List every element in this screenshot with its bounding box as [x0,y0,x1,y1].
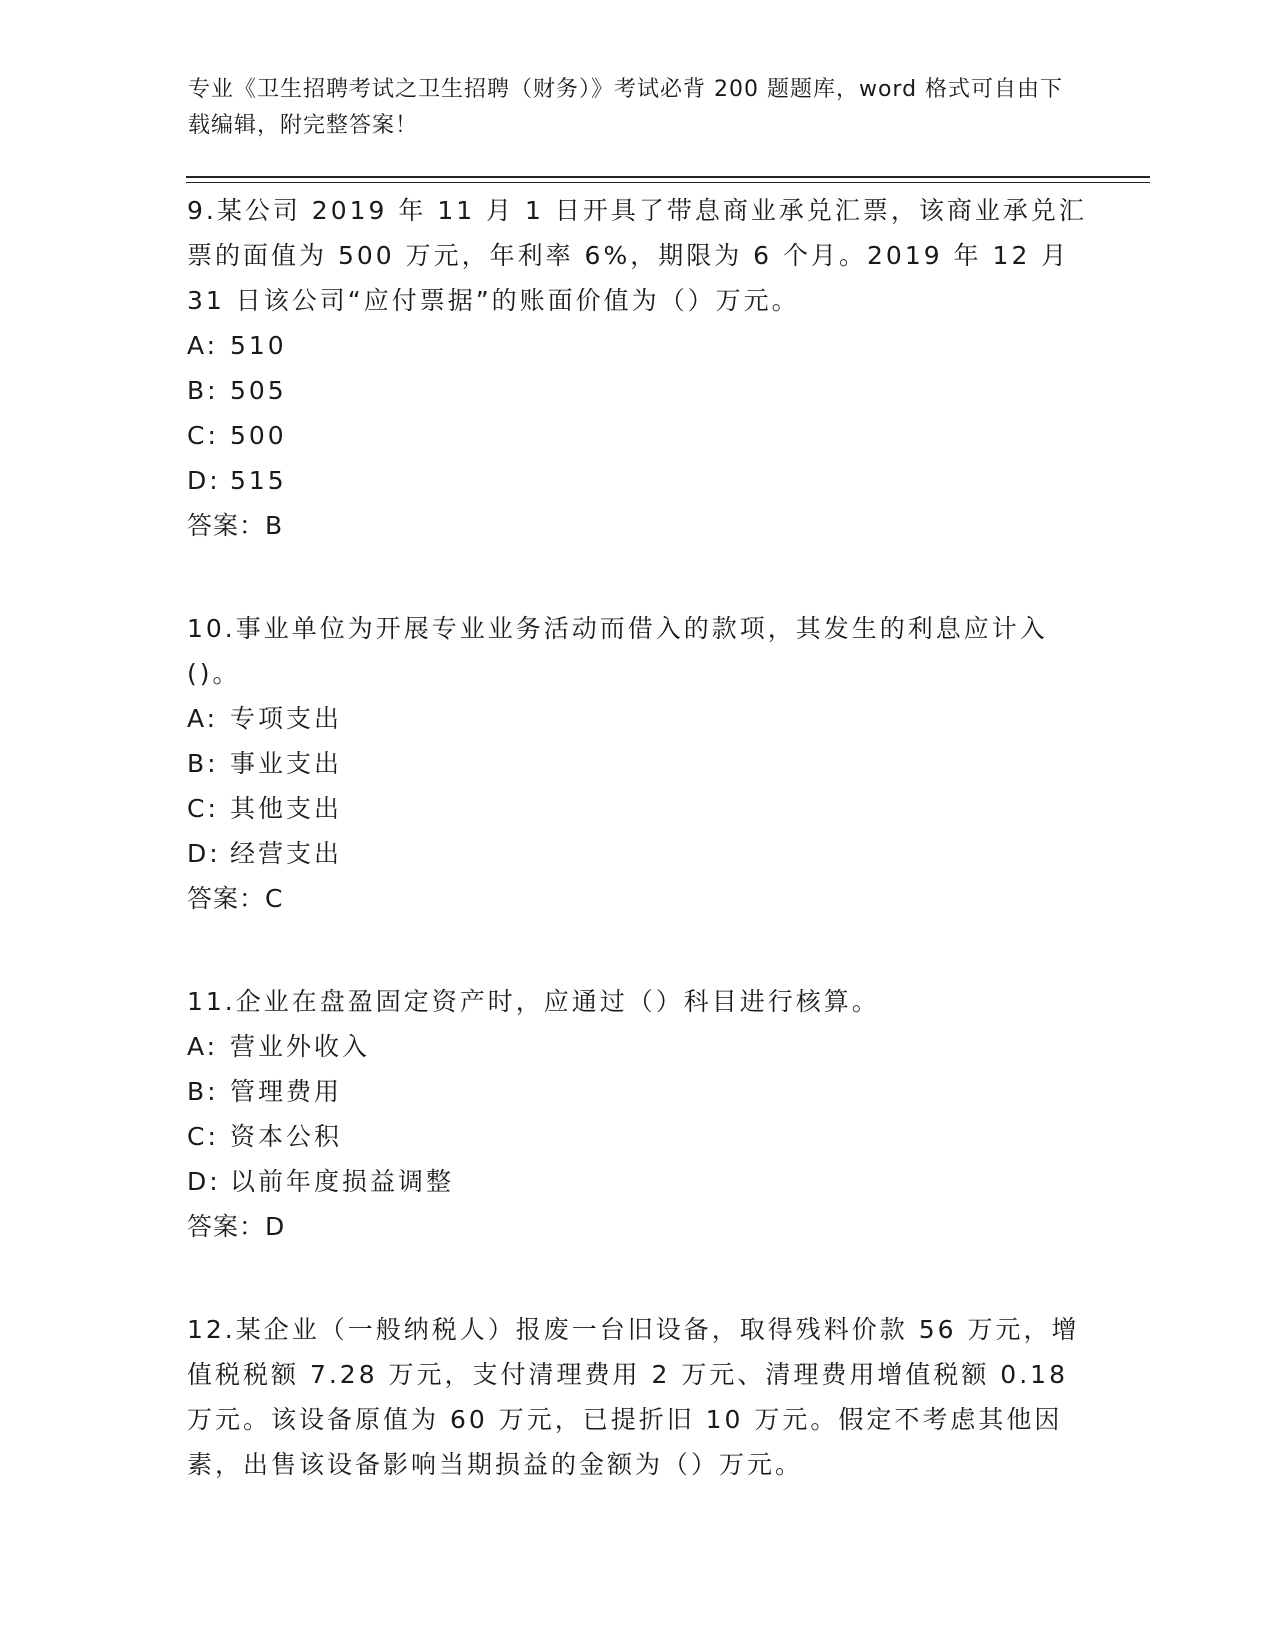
question-spacer [187,562,1087,606]
question-item [187,979,1087,1249]
question-item [187,188,1087,548]
option-b: B: 505 [187,376,287,405]
document-header: 专业《卫生招聘考试之卫生招聘（财务）》考试必背 200 题题库，word 格式可自由下载编辑，附完整答案！ [188,77,1064,138]
option-a: A: 专项支出 [187,704,343,733]
option-a: A: 510 [187,331,287,360]
question-spacer [187,935,1087,979]
option-b: B: 事业支出 [187,749,343,778]
option-c: C: 资本公积 [187,1122,343,1151]
header-divider-thick [186,176,1150,178]
question-text: 12.某企业（一般纳税人）报废一台旧设备，取得残料价款 56 万元，增值税税额 7.28 万元，支付清理费用 2 万元、清理费用增值税额 0.18万元。该设备原值为 60 万元，已提折旧 10 万元。假定不考虑其他因素，出售该设备影响当期损益的金额为（）万元。 [187,1315,1080,1479]
question-item [187,1307,1087,1487]
question-text: 11.企业在盘盈固定资产时，应通过（）科目进行核算。 [187,987,880,1016]
answer-line: 答案：B [187,511,284,540]
option-a: A: 营业外收入 [187,1032,371,1061]
question-spacer [187,1263,1087,1307]
question-text: 10.事业单位为开展专业业务活动而借入的款项，其发生的利息应计入()。 [187,614,1048,688]
answer-line: 答案：D [187,1212,286,1241]
header-divider-thin [186,182,1150,183]
option-d: D: 以前年度损益调整 [187,1167,455,1196]
question-list [187,188,1087,1501]
option-d: D: 经营支出 [187,839,343,868]
question-text: 9.某公司 2019 年 11 月 1 日开具了带息商业承兑汇票，该商业承兑汇票的面值为 500 万元，年利率 6%，期限为 6 个月。2019 年 12 月 31 日该公司“应付票据”的账面价值为（）万元。 [187,196,1087,315]
option-c: C: 500 [187,421,287,450]
answer-line: 答案：C [187,884,284,913]
question-item [187,606,1087,921]
option-c: C: 其他支出 [187,794,343,823]
option-d: D: 515 [187,466,287,495]
option-b: B: 管理费用 [187,1077,343,1106]
